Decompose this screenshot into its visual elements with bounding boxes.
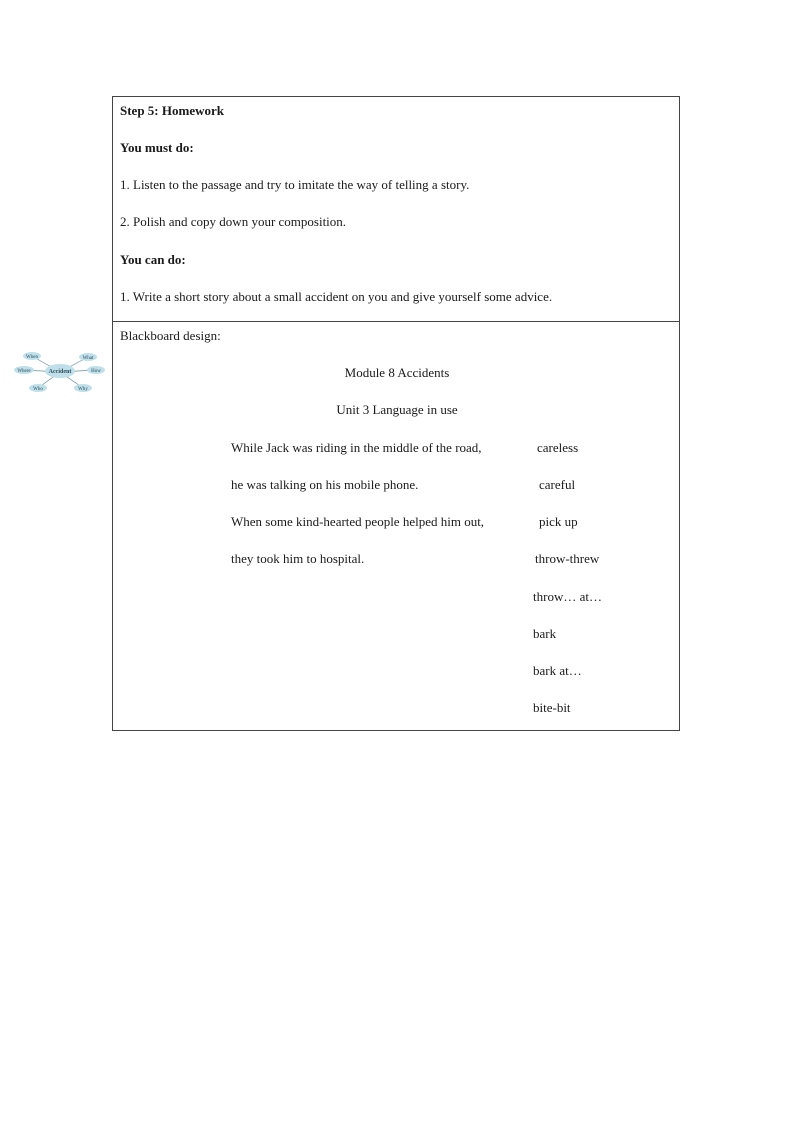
must-do-item: 2. Polish and copy down your composition. — [120, 214, 347, 229]
module-title: Module 8 Accidents — [344, 365, 450, 380]
vocab-item: careful — [539, 477, 576, 492]
mindmap-center-label: Accident — [48, 369, 72, 375]
step-title: Step 5: Homework — [120, 103, 224, 118]
mindmap-node-label: How — [91, 368, 101, 374]
can-do-item: 1. Write a short story about a small accident on you and give yourself some advice. — [120, 289, 553, 304]
can-do-heading: You can do: — [120, 252, 186, 267]
mindmap-node-label: When — [26, 354, 38, 360]
must-do-item: 1. Listen to the passage and try to imitate the way of telling a story. — [120, 177, 470, 192]
mindmap-node-label: Who — [33, 386, 43, 392]
vocab-item: pick up — [539, 514, 578, 529]
mindmap-node-label: Why — [78, 386, 88, 392]
mindmap-diagram — [12, 348, 108, 396]
vocab-item: bark — [533, 626, 557, 641]
unit-title: Unit 3 Language in use — [336, 402, 458, 417]
blackboard-label: Blackboard design: — [120, 328, 221, 343]
accident-mindmap — [12, 348, 108, 396]
vocab-item: careless — [537, 440, 579, 455]
vocab-item: bark at… — [533, 663, 582, 678]
vocab-item: throw-threw — [535, 551, 600, 566]
homework-cell — [113, 97, 679, 322]
story-line: When some kind-hearted people helped him out, — [231, 514, 485, 529]
story-line: While Jack was riding in the middle of the road, — [231, 440, 482, 455]
vocab-item: throw… at… — [533, 589, 602, 604]
mindmap-node-label: Where — [17, 368, 31, 374]
story-line: they took him to hospital. — [231, 551, 365, 566]
lesson-table — [112, 96, 680, 731]
story-line: he was talking on his mobile phone. — [231, 477, 419, 492]
blackboard-cell — [113, 322, 679, 730]
mindmap-node-label: What — [82, 355, 94, 361]
vocab-item: bite-bit — [533, 700, 571, 715]
must-do-heading: You must do: — [120, 140, 194, 155]
